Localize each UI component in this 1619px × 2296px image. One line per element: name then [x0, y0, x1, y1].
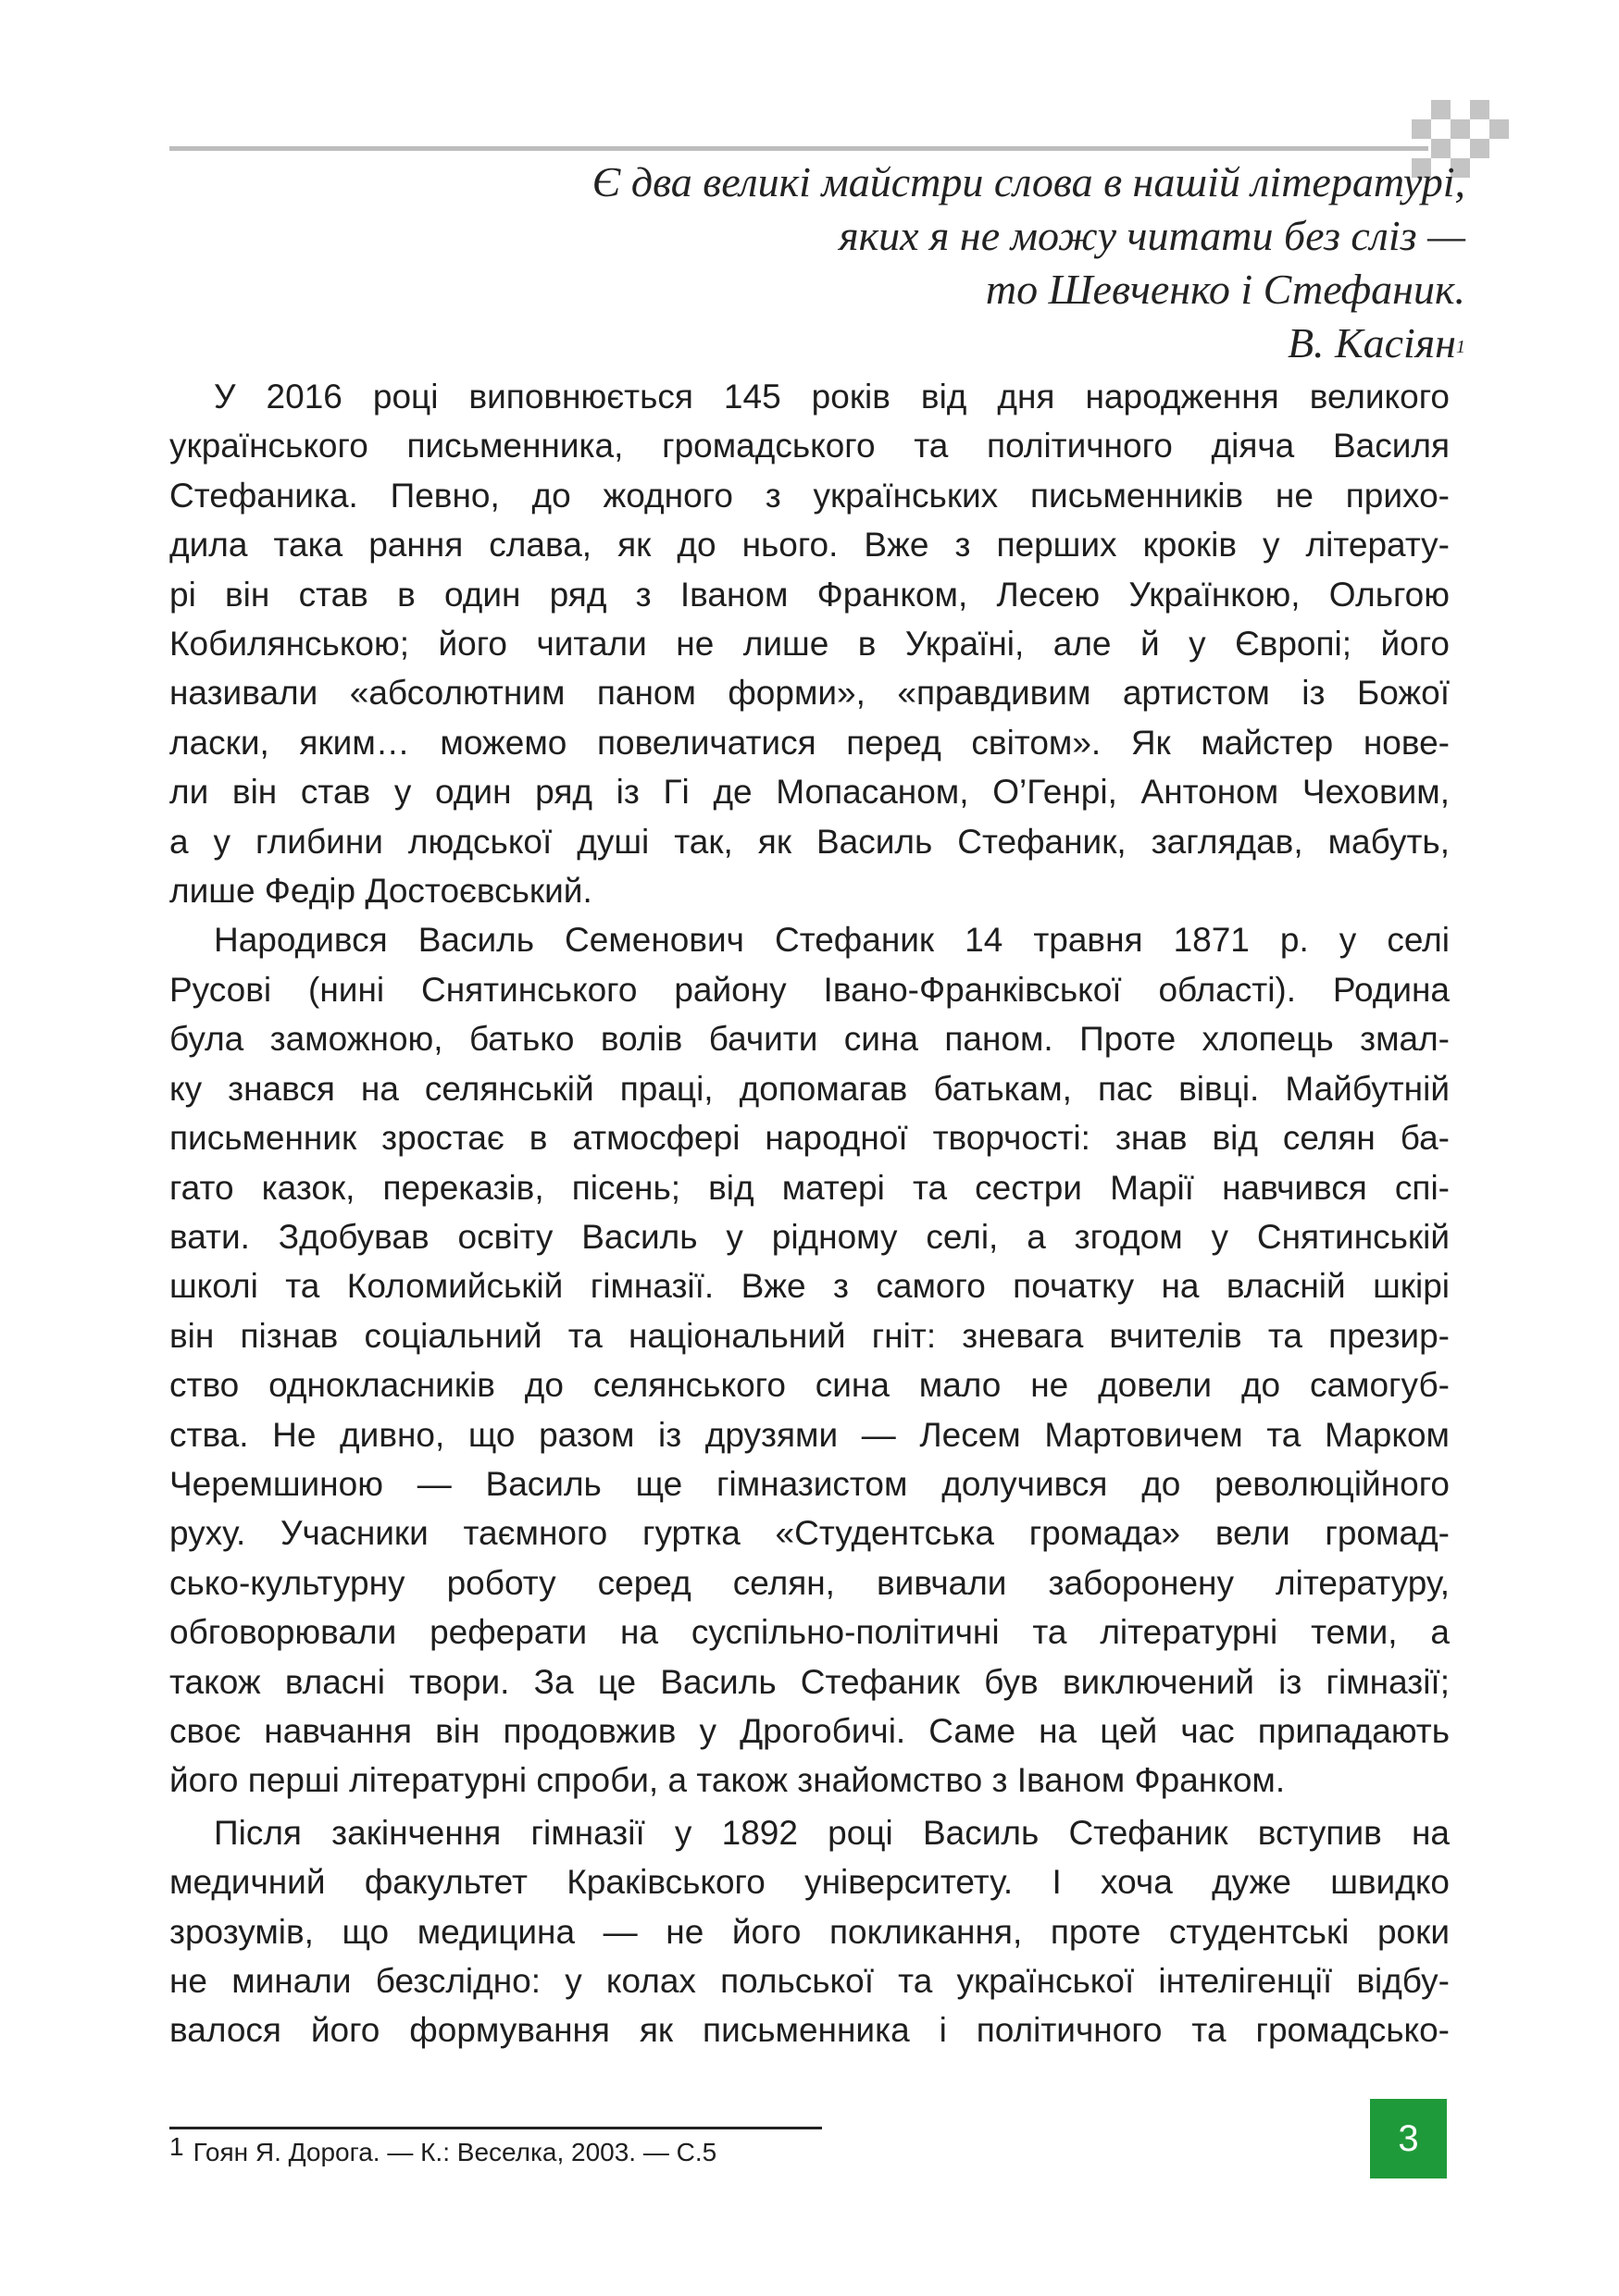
- text-line: письменник зростає в атмосфері народної творчості: знав від селян ба-: [169, 1119, 1450, 1158]
- text-line: обговорювали реферати на суспільно-політичні та літературні теми, а: [169, 1613, 1450, 1652]
- text-line: зрозумів, що медицина — не його покликання, проте студентські роки: [169, 1912, 1450, 1951]
- footnote: [169, 2134, 716, 2171]
- text-line: Черемшиною — Василь ще гімназистом долучився до революційного: [169, 1464, 1450, 1503]
- text-line: рі він став в один ряд з Іваном Франком, Лесею Українкою, Ольгою: [169, 575, 1450, 614]
- text-line: була заможною, батько волів бачити сина паном. Проте хлопець змал-: [169, 1020, 1450, 1059]
- text-line: дила така рання слава, як до нього. Вже з перших кроків у літерату-: [169, 526, 1450, 565]
- text-line: руху. Учасники таємного гуртка «Студентська громада» вели громад-: [169, 1514, 1450, 1553]
- epigraph-author: [355, 316, 1465, 370]
- text-line: валося його формування як письменника і політичного та громадсько-: [169, 2011, 1450, 2050]
- paragraph: [169, 1808, 1450, 2055]
- epigraph-author-name: В. Касіян: [1287, 319, 1456, 366]
- text-line: медичний факультет Краківського університету. І хоча дуже швидко: [169, 1863, 1450, 1902]
- footnote-number: 1: [169, 2132, 184, 2161]
- epigraph: [355, 155, 1465, 370]
- text-line: його перші літературні спроби, а також знайомство з Іваном Франком.: [169, 1761, 1286, 1800]
- text-line: ства. Не дивно, що разом із друзями — Лесем Мартовичем та Марком: [169, 1415, 1450, 1454]
- footnote-rule: [169, 2127, 822, 2129]
- text-line: своє навчання він продовжив у Дрогобичі. Саме на цей час припадають: [169, 1711, 1450, 1750]
- text-line: сько-культурну роботу серед селян, вивчали заборонену літературу,: [169, 1563, 1450, 1602]
- page-number: 3: [1370, 2099, 1447, 2178]
- text-line: гато казок, переказів, пісень; від матері та сестри Марії навчився спі-: [169, 1168, 1450, 1207]
- epigraph-line: то Шевченко і Стефаник.: [985, 266, 1465, 313]
- epigraph-line: Є два великі майстри слова в нашій літературі,: [592, 158, 1465, 205]
- text-line: він пізнав соціальний та національний гніт: зневага вчителів та презир-: [169, 1316, 1450, 1355]
- text-line: а у глибини людської душі так, як Василь Стефаник, заглядав, мабуть,: [169, 822, 1450, 861]
- text-line: школі та Коломийській гімназії. Вже з самого початку на власній шкірі: [169, 1267, 1450, 1306]
- text-line: ство однокласників до селянського сина мало не довели до самогуб-: [169, 1366, 1450, 1405]
- text-line: ли він став у один ряд із Гі де Мопасаном, О’Генрі, Антоном Чеховим,: [169, 773, 1450, 812]
- text-line: ласки, яким… можемо повеличатися перед світом». Як майстер нове-: [169, 723, 1450, 762]
- text-line: Кобилянською; його читали не лише в Україні, але й у Європі; його: [169, 625, 1450, 664]
- text-line: вати. Здобував освіту Василь у рідному селі, а згодом у Снятинській: [169, 1217, 1450, 1256]
- header-rule: [169, 146, 1428, 151]
- article-body: [169, 372, 1450, 2055]
- text-line: також власні твори. За це Василь Стефаник був виключений із гімназії;: [169, 1662, 1450, 1701]
- footnote-text: Гоян Я. Дорога. — К.: Веселка, 2003. — С.5: [193, 2138, 717, 2166]
- text-line: У 2016 році виповнюється 145 років від дня народження великого: [214, 378, 1450, 416]
- text-line: Русові (нині Снятинського району Івано-Франківської області). Родина: [169, 970, 1450, 1009]
- paragraph: [169, 915, 1450, 1805]
- text-line: не минали безслідно: у колах польської та української інтелігенції відбу-: [169, 1962, 1450, 2000]
- footnote-reference: 1: [1456, 337, 1465, 357]
- paragraph: [169, 372, 1450, 915]
- text-line: лише Федір Достоєвський.: [169, 872, 592, 911]
- epigraph-line: яких я не можу читати без сліз —: [839, 212, 1465, 259]
- text-line: українського письменника, громадського та політичного діяча Василя: [169, 427, 1450, 465]
- text-line: Після закінчення гімназії у 1892 році Василь Стефаник вступив на: [214, 1813, 1450, 1852]
- text-line: Народився Василь Семенович Стефаник 14 травня 1871 р. у селі: [214, 921, 1450, 960]
- text-line: ку знався на селянській праці, допомагав батькам, пас вівці. Майбутній: [169, 1069, 1450, 1108]
- text-line: називали «абсолютним паном форми», «правдивим артистом із Божої: [169, 674, 1450, 713]
- text-line: Стефаника. Певно, до жодного з українських письменників не прихо-: [169, 476, 1450, 515]
